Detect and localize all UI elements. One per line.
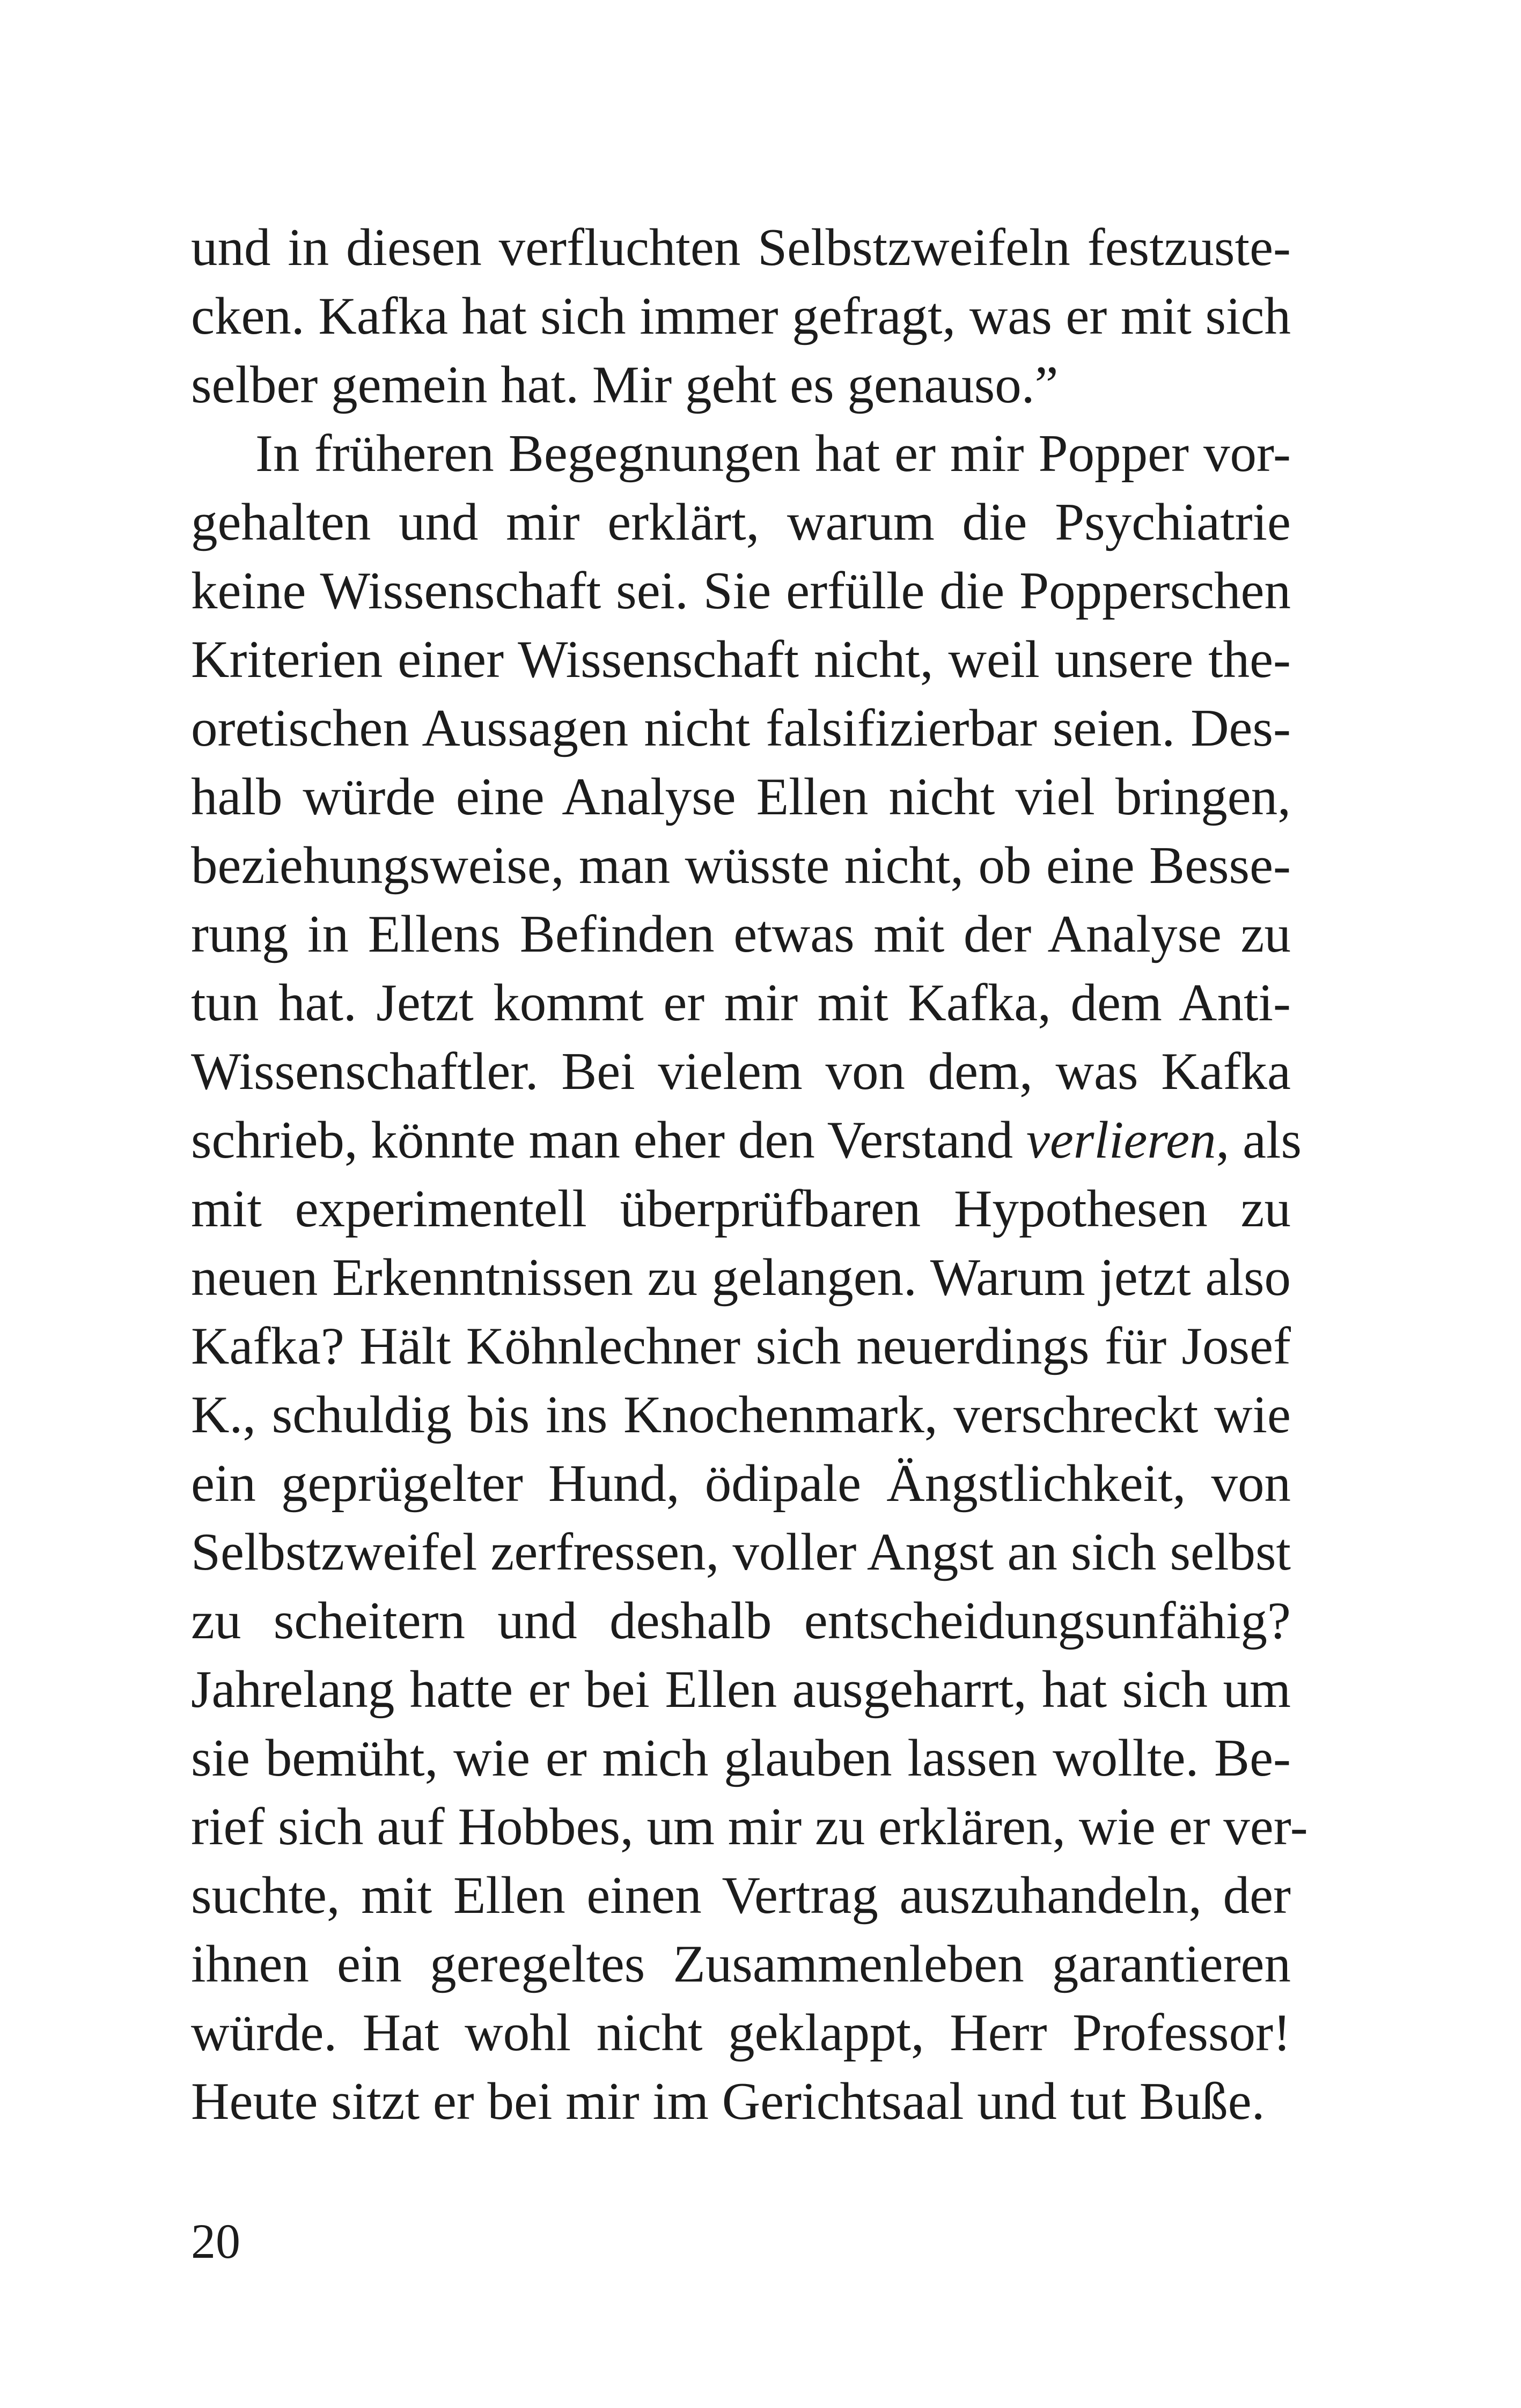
text-line: Jahrelang hatte er bei Ellen ausgeharrt, hat sich um [191, 1660, 1291, 1719]
text-line: rung in Ellens Befinden etwas mit der Analyse zu [191, 905, 1291, 963]
text-line: Selbstzweifel zerfressen, voller Angst an sich selbst [191, 1523, 1291, 1581]
text-line: ein geprügelter Hund, ödipale Ängstlichkeit, von [191, 1454, 1291, 1513]
text-line: keine Wissenschaft sei. Sie erfülle die Popperschen [191, 562, 1291, 620]
text-line: gehalten und mir erklärt, warum die Psychiatrie [191, 493, 1291, 551]
text-line: halb würde eine Analyse Ellen nicht viel bringen, [191, 768, 1291, 826]
text-line: cken. Kafka hat sich immer gefragt, was er mit sich [191, 287, 1291, 345]
text-line: beziehungsweise, man wüsste nicht, ob eine Besse- [191, 836, 1291, 895]
italic-word: verlieren [1026, 1111, 1216, 1169]
text-line: mit experimentell überprüfbaren Hypothesen zu [191, 1180, 1291, 1238]
text-line: oretischen Aussagen nicht falsifizierbar seien. Des- [191, 699, 1291, 757]
text-line: Kriterien einer Wissenschaft nicht, weil unsere the- [191, 630, 1291, 689]
text-line-with-italic [191, 1106, 1302, 1175]
text-line: selber gemein hat. Mir geht es genauso.” [191, 356, 1059, 414]
page-number: 20 [191, 2214, 240, 2269]
text-line: Heute sitzt er bei mir im Gerichtsaal und tut Buße. [191, 2072, 1265, 2131]
text-line: tun hat. Jetzt kommt er mir mit Kafka, dem Anti- [191, 974, 1291, 1032]
text-segment: schrieb, könnte man eher den Verstand [191, 1111, 1026, 1169]
text-line: rief sich auf Hobbes, um mir zu erklären, wie er ver- [191, 1798, 1308, 1856]
text-line: sie bemüht, wie er mich glauben lassen wollte. Be- [191, 1729, 1291, 1787]
text-line: und in diesen verfluchten Selbstzweifeln festzuste- [191, 218, 1291, 277]
text-line: suchte, mit Ellen einen Vertrag auszuhandeln, der [191, 1866, 1291, 1925]
text-line: zu scheitern und deshalb entscheidungsunfähig? [191, 1592, 1291, 1650]
body-text [191, 213, 1308, 2136]
text-line: würde. Hat wohl nicht geklappt, Herr Professor! [191, 2004, 1291, 2062]
paragraph-start-line: In früheren Begegnungen hat er mir Popper vor- [255, 424, 1291, 483]
text-line: Wissenschaftler. Bei vielem von dem, was Kafka [191, 1042, 1291, 1101]
text-line: Kafka? Hält Köhnlechner sich neuerdings für Josef [191, 1317, 1291, 1375]
text-line: neuen Erkenntnissen zu gelangen. Warum jetzt also [191, 1248, 1291, 1307]
text-segment: , als [1216, 1111, 1302, 1169]
text-line: K., schuldig bis ins Knochenmark, verschreckt wie [191, 1386, 1291, 1444]
text-line: ihnen ein geregeltes Zusammenleben garantieren [191, 1935, 1291, 1993]
